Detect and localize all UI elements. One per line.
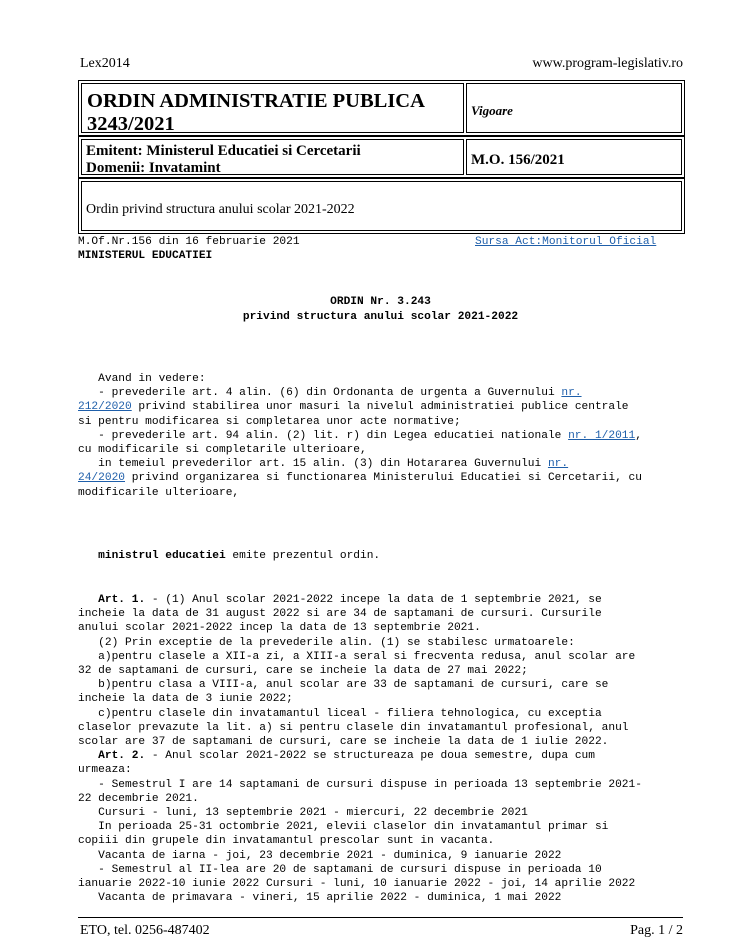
doc-issuer-row bbox=[78, 136, 685, 178]
hg-link-number[interactable]: 24/2020 bbox=[78, 472, 125, 485]
doc-title-cell bbox=[81, 83, 464, 133]
doc-title: ORDIN ADMINISTRATIE PUBLICA 3243/2021 bbox=[87, 90, 425, 135]
source-link[interactable]: Sursa Act:Monitorul Oficial bbox=[475, 236, 657, 248]
order-subject: privind structura anului scolar 2021-2022 bbox=[242, 311, 519, 323]
footer-contact: ETO, tel. 0256-487402 bbox=[80, 923, 210, 938]
oug-link-number[interactable]: 212/2020 bbox=[78, 401, 132, 414]
source-mof: M.Of.Nr.156 din 16 februarie 2021 bbox=[78, 236, 300, 248]
preamble: Avand in vedere: - prevederile art. 4 alin. (6) din Ordonanta de urgenta a Guvernului nr. 212/2020 privind stabilirea unor masuri la nivelul administratiei publice centrale si pentru modificarea si completarea unor acte normative; - prevederile art. 94 alin. (2) lit. r) din Legea educatiei nationale nr. 1/2011, cu modificarile si completarile ulterioare, in temeiul prevederilor art. 15 alin. (3) din Hotararea Guvernului nr. 24/2020 privind organizarea si functionarea Ministerului Educatiei si Cercetarii, cu modificarile ulterioare, bbox=[78, 373, 642, 499]
order-number: ORDIN Nr. 3.243 bbox=[330, 296, 431, 308]
law-link[interactable]: nr. 1/2011 bbox=[568, 429, 636, 442]
page-header bbox=[80, 56, 683, 74]
issuer-line: ministrul educatiei emite prezentul ordin. bbox=[98, 550, 381, 562]
doc-domenii: Domenii: Invatamint bbox=[86, 160, 221, 176]
page-number: Pag. 1 / 2 bbox=[630, 923, 683, 938]
articles: Art. 1. - (1) Anul scolar 2021-2022 incepe la data de 1 septembrie 2021, se incheie la data de 31 august 2022 si are 34 de saptamani de cursuri. Cursurile anului scolar 2021-2022 incep la data de 13 septembrie 2021. (2) Prin exceptie de la prevederile alin. (1) se stabilesc urmatoarele: a)pentru clasele a XII-a zi, a XIII-a seral si frecventa redusa, anul scolar are 32 de saptamani de cursuri, care se incheie la data de 27 mai 2022; b)pentru clasa a VIII-a, anul scolar are 33 de saptamani de cursuri, care se incheie la data de 3 iunie 2022; c)pentru clasele din invatamantul liceal - filiera tehnologica, cu exceptia claselor prevazute la lit. a) si pentru clasele din invatamantul profesional, anul scolar are 37 de saptamani de cursuri, care se incheie la data de 1 iulie 2022. Art. 2. - Anul scolar 2021-2022 se structureaza pe doua semestre, dupa cum urmeaza: - Semestrul I are 14 saptamani de cursuri dispuse in perioada 13 septembrie 2021- 22 decembrie 2021. Cursuri - luni, 13 septembrie 2021 - miercuri, 22 decembrie 2021 In perioada 25-31 octombrie 2021, elevii claselor din invatamantul primar si copiii din grupele din invatamantul prescolar sunt in vacanta. Vacanta de iarna - joi, 23 decembrie 2021 - duminica, 9 ianuarie 2022 - Semestrul al II-lea are 20 de saptamani de cursuri dispuse in perioada 10 ianuarie 2022-10 iunie 2022 Cursuri - luni, 10 ianuarie 2022 - joi, 14 aprilie 2022 Vacanta de primavara - vineri, 15 aprilie 2022 - duminica, 1 mai 2022 bbox=[78, 594, 642, 905]
doc-status-cell bbox=[466, 83, 682, 133]
doc-short-title-row bbox=[78, 178, 685, 234]
art1-label: Art. 1. bbox=[98, 594, 146, 606]
doc-title-row bbox=[78, 80, 685, 136]
doc-issuer-cell bbox=[81, 139, 464, 175]
doc-emitent: Emitent: Ministerul Educatiei si Cercetarii bbox=[86, 143, 361, 159]
header-website: www.program-legislativ.ro bbox=[532, 56, 683, 71]
hg-link[interactable]: nr. bbox=[547, 458, 569, 471]
doc-short-title: Ordin privind structura anului scolar 2021-2022 bbox=[86, 202, 355, 217]
doc-monitor-cell bbox=[466, 139, 682, 175]
doc-monitor: M.O. 156/2021 bbox=[471, 152, 565, 168]
doc-short-title-cell bbox=[81, 181, 682, 231]
footer-divider bbox=[78, 917, 683, 918]
art2-label: Art. 2. bbox=[98, 750, 146, 763]
header-brand: Lex2014 bbox=[80, 56, 130, 71]
oug-link[interactable]: nr. bbox=[561, 387, 582, 400]
doc-status: Vigoare bbox=[471, 103, 513, 118]
ministry-name: MINISTERUL EDUCATIEI bbox=[78, 250, 213, 262]
page-footer bbox=[80, 923, 683, 941]
